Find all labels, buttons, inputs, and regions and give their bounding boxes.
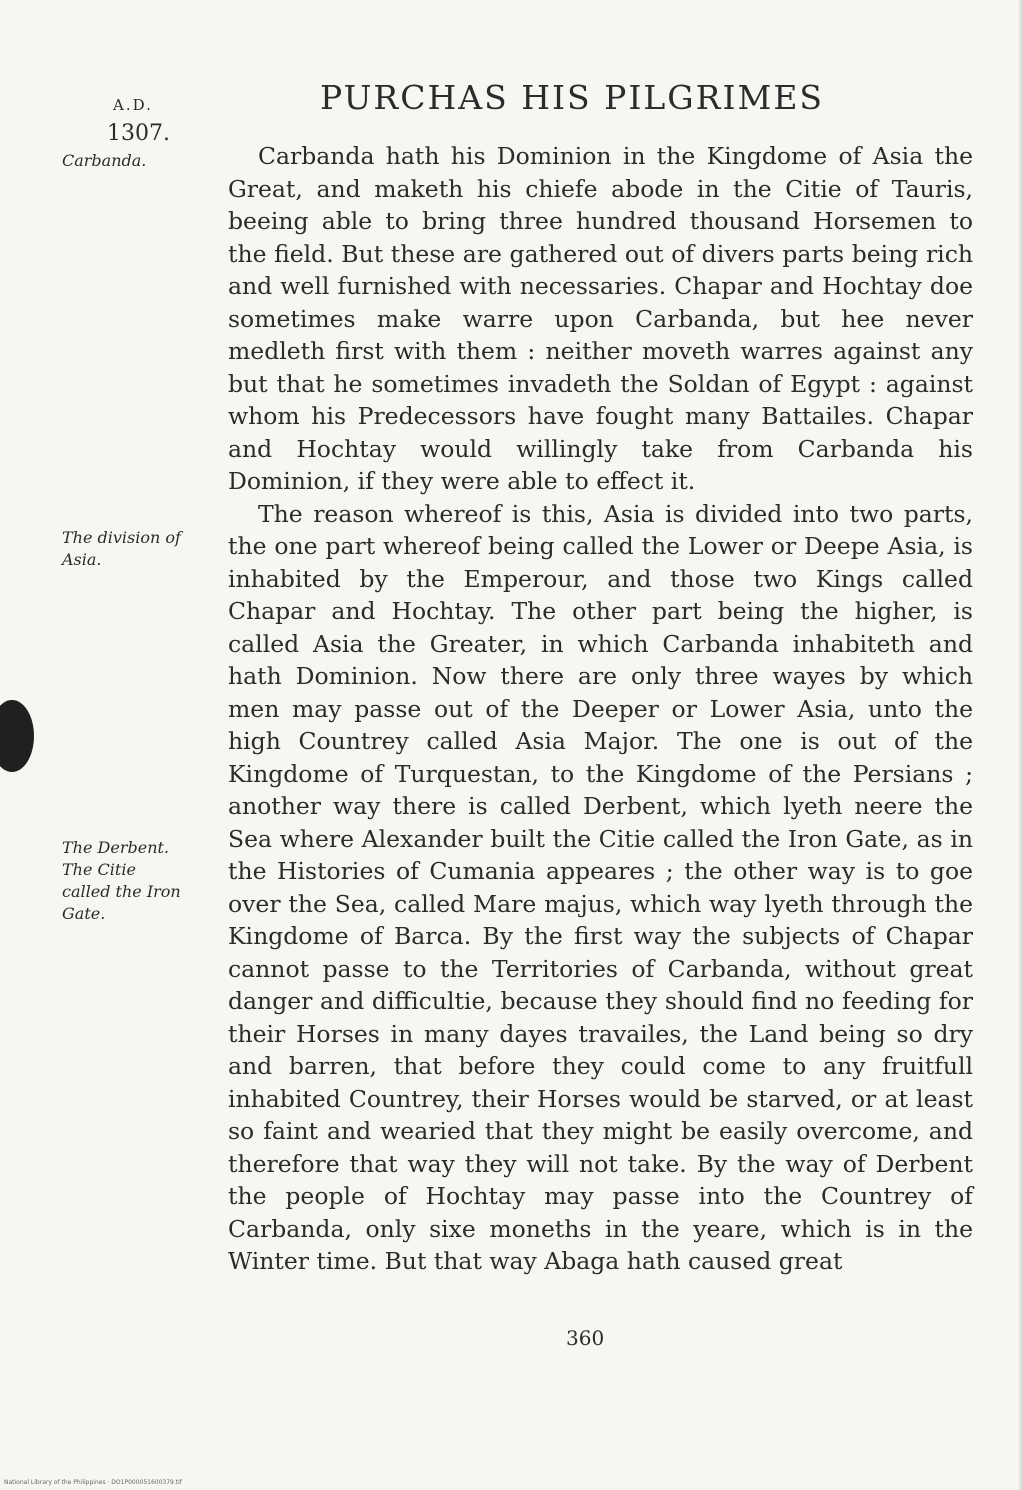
paragraph-1: Carbanda hath his Dominion in the Kingdome of Asia the Great, and maketh his chiefe abode in the Citie of Tauris, beeing able to bring three hundred thousand Horsemen to the field. But these are gathered out of divers parts being rich and well furnished with necessaries. Chapar and Hochtay doe sometimes make warre upon Carbanda, but hee never medleth first with them : neither moveth warres against any but that he sometimes invadeth the Soldan of Egypt : against whom his Predecessors have fought many Battailes. Chapar and Hochtay would willingly take from Carbanda his Dominion, if they were able to effect it. xyxy=(228,142,973,495)
paragraph-2: The reason whereof is this, Asia is divided into two parts, the one part whereof being called the Lower or Deepe Asia, is inhabited by the Emperour, and those two Kings called Chapar and Hochtay. The other part being the higher, is called Asia the Greater, in which Carbanda inhabiteth and hath Dominion. Now there are only three wayes by which men may passe out of the Deeper or Lower Asia, unto the high Countrey called Asia Major. The one is out of the Kingdome of Turquestan, to the Kingdome of the Persians ; another way there is called Derbent, which lyeth neere the Sea where Alexander built the Citie called the Iron Gate, as in the Histories of Cumania appeares ; the other way is to goe over the Sea, called Mare majus, which way lyeth through the Kingdome of Barca. By the first way the subjects of Chapar cannot passe to the Territories of Carbanda, without great danger and difficultie, because they should find no feeding for their Horses in many dayes travailes, the Land being so dry and barren, that before they could come to any fruitfull inhabited Countrey, their Horses would be starved, or at least so faint and wearied that they might be easily overcome, and therefore that way they will not take. By the way of Derbent the people of Hochtay may passe into the Countrey of Carbanda, only sixe moneths in the yeare, which is in the Winter time. But that way Abaga hath caused great xyxy=(228,499,973,1275)
margin-note-carbanda: Carbanda. xyxy=(62,151,147,170)
running-title: PURCHAS HIS PILGRIMES xyxy=(320,78,825,117)
year-label: 1307. xyxy=(107,121,170,146)
scan-smudge xyxy=(0,700,34,772)
page-edge-shadow xyxy=(1018,0,1023,1490)
scan-credit: National Library of the Philippines · DO1P000051600379.tif xyxy=(4,1479,182,1486)
margin-note-derbent: The Derbent. The Citie called the Iron Gate. xyxy=(62,838,181,923)
body-text xyxy=(228,140,973,1278)
margin-note-division-of-asia: The division of Asia. xyxy=(62,528,181,569)
page-number: 360 xyxy=(566,1326,605,1350)
era-label: A.D. xyxy=(113,96,153,114)
